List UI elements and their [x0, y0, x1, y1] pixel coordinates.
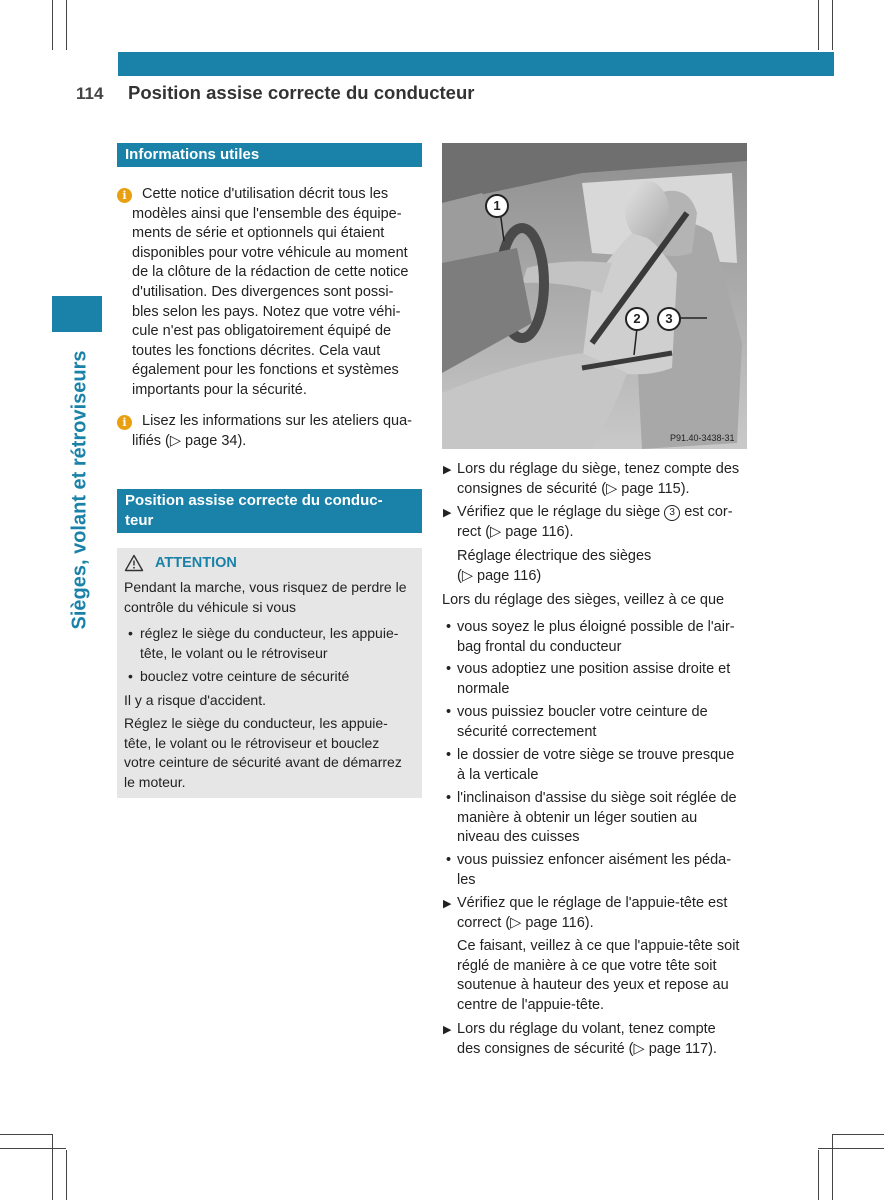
text-line: bouclez votre ceinture de sécurité [140, 668, 350, 684]
text-line: bles selon les pays. Notez que votre véhi- [132, 303, 401, 320]
crop-mark [818, 1148, 884, 1149]
text-line: des consignes de sécurité (▷ page 117). [457, 1040, 717, 1057]
chapter-label: Sièges, volant et rétroviseurs [68, 350, 91, 630]
section-heading-line: Position assise correcte du conduc- [125, 492, 383, 509]
figure-code-label: P91.40-3438-31 [670, 433, 735, 443]
text-run: est cor- [680, 504, 733, 520]
crop-mark [832, 1134, 833, 1200]
seat-intro: Lors du réglage des sièges, veillez à ce que [442, 592, 725, 608]
step-arrow-icon: ▶ [443, 898, 452, 910]
warning-intro [124, 578, 419, 617]
info-paragraph-1 [132, 185, 424, 401]
text-line: votre ceinture de sécurité avant de démarrez [124, 754, 402, 771]
text-line: les [457, 871, 476, 888]
info-icon: i [117, 188, 132, 203]
right-bullet: • l'inclinaison d'assise du siège soit réglée de manière à obtenir un léger soutien au niveau des cuisses [446, 789, 751, 848]
warning-bullet: • bouclez votre ceinture de sécurité [128, 667, 423, 687]
text-line: vous puissiez enfoncer aisément les péda- [457, 852, 732, 868]
text-line: d'utilisation. Des divergences sont possi- [132, 283, 394, 300]
text-line: manière à obtenir un léger soutien au [457, 809, 698, 826]
text-line: à la verticale [457, 766, 539, 783]
crop-mark [66, 1150, 67, 1200]
callout-ref-3: 3 [664, 505, 680, 521]
text-line: (▷ page 116) [457, 567, 542, 584]
callout-label: 2 [633, 311, 641, 326]
text-line: Réglage électrique des sièges [457, 548, 652, 564]
seat-position-figure [442, 143, 747, 449]
text-line: vous soyez le plus éloigné possible de l'air- [457, 619, 735, 635]
warning-risk: Il y a risque d'accident. [124, 692, 266, 708]
crop-mark [832, 0, 833, 50]
text-line: également pour les fonctions et systèmes [132, 362, 399, 379]
warning-advice [124, 714, 419, 792]
text-line: toutes les fonctions décrites. Cela vaut [132, 342, 381, 359]
callout-1 [485, 194, 509, 218]
right-bullet: • vous puissiez enfoncer aisément les péda- les [446, 851, 751, 890]
text-line [457, 503, 749, 523]
right-bullet: • le dossier de votre siège se trouve presque à la verticale [446, 746, 751, 785]
right-bullet: • vous puissiez boucler votre ceinture de sécurité correctement [446, 703, 751, 742]
callout-2 [625, 307, 649, 331]
text-line: le dossier de votre siège se trouve presque [457, 747, 735, 763]
text-line: Lisez les informations sur les ateliers qua- [142, 413, 412, 429]
step-2 [457, 503, 749, 542]
text-line: centre de l'appuie-tête. [457, 996, 605, 1013]
step-4 [457, 1020, 749, 1059]
step-arrow-icon: ▶ [443, 507, 452, 519]
right-bullet: • vous soyez le plus éloigné possible de l'air- bag frontal du conducteur [446, 618, 751, 657]
crop-mark [66, 0, 67, 50]
text-line: l'inclinaison d'assise du siège soit réglée de [457, 790, 737, 806]
section-heading-informations [117, 143, 422, 167]
crop-mark [818, 0, 819, 50]
text-line: lifiés (▷ page 34). [132, 432, 247, 449]
text-line: Vérifiez que le réglage de l'appuie-tête est [457, 895, 728, 911]
text-line: niveau des cuisses [457, 829, 580, 846]
text-line: importants pour la sécurité. [132, 381, 307, 398]
text-line: vous adoptiez une position assise droite et [457, 661, 731, 677]
section-heading-position [117, 489, 422, 533]
section-heading-text: Informations utiles [125, 146, 260, 163]
crop-mark [52, 1134, 53, 1200]
right-bullet: • vous adoptiez une position assise droite et normale [446, 660, 751, 699]
page-number: 114 [76, 84, 104, 103]
warning-title: ATTENTION [155, 555, 237, 571]
text-line: rect (▷ page 116). [457, 523, 574, 540]
text-line: consignes de sécurité (▷ page 115). [457, 480, 690, 497]
crop-mark [832, 1134, 884, 1135]
text-line: réglez le siège du conducteur, les appuie- [140, 625, 399, 641]
text-line: tête, le volant ou le rétroviseur et bouclez [124, 734, 380, 751]
text-line: Cette notice d'utilisation décrit tous les [142, 186, 389, 202]
callout-label: 3 [665, 311, 673, 326]
text-line: soutenue à hauteur des yeux et repose au [457, 977, 729, 994]
text-line: disponibles pour votre véhicule au moment [132, 244, 408, 261]
step-3 [457, 894, 749, 933]
crop-mark [52, 0, 53, 50]
crop-mark [0, 1134, 52, 1135]
text-line: normale [457, 680, 510, 697]
crop-mark [818, 1150, 819, 1200]
text-line: Lors du réglage du volant, tenez compte [457, 1021, 716, 1037]
text-line: vous puissiez boucler votre ceinture de [457, 704, 708, 720]
page-title: Position assise correcte du conducteur [128, 82, 475, 103]
text-line: contrôle du véhicule si vous [124, 598, 296, 615]
text-run: Vérifiez que le réglage du siège [457, 504, 665, 520]
step-1 [457, 460, 749, 499]
text-line: Lors du réglage du siège, tenez compte des [457, 461, 740, 477]
warning-bullet: • réglez le siège du conducteur, les appuie- tête, le volant ou le rétroviseur [128, 624, 423, 663]
text-line: ments de série et optionnels qui étaient [132, 225, 385, 242]
info-icon: i [117, 415, 132, 430]
section-heading-line: teur [125, 512, 154, 529]
callout-3 [657, 307, 681, 331]
text-line: de la clôture de la rédaction de cette notice [132, 264, 409, 281]
step-arrow-icon: ▶ [443, 464, 452, 476]
text-line: Réglez le siège du conducteur, les appuie- [124, 715, 388, 731]
chapter-tab [52, 296, 102, 332]
text-line: sécurité correctement [457, 723, 597, 740]
text-line: Pendant la marche, vous risquez de perdre le [124, 579, 407, 595]
text-line: le moteur. [124, 773, 186, 790]
text-line: tête, le volant ou le rétroviseur [140, 644, 328, 661]
step-3-note [457, 937, 749, 1015]
crop-mark [0, 1148, 66, 1149]
text-line: correct (▷ page 116). [457, 914, 594, 931]
step-2-sub [457, 547, 749, 586]
text-line: bag frontal du conducteur [457, 638, 622, 655]
step-arrow-icon: ▶ [443, 1024, 452, 1036]
text-line: modèles ainsi que l'ensemble des équipe- [132, 205, 402, 222]
warning-triangle-icon [124, 554, 144, 572]
text-line: cule n'est pas obligatoirement équipé de [132, 323, 392, 340]
seat-illustration [442, 143, 747, 449]
callout-label: 1 [493, 198, 501, 213]
text-line: Ce faisant, veillez à ce que l'appuie-tête soit [457, 938, 740, 954]
text-line: réglé de manière à ce que votre tête soit [457, 957, 717, 974]
info-paragraph-2 [132, 412, 424, 451]
